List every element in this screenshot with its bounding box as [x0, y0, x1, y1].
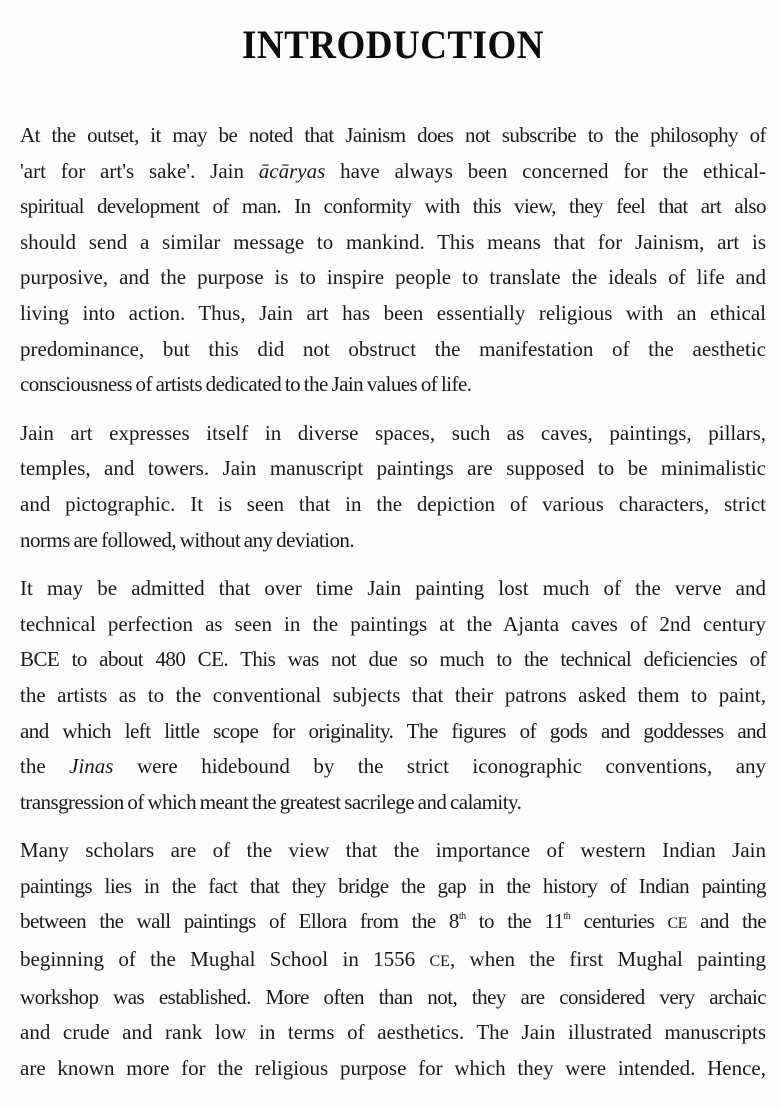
text-line: paintings lies in the fact that they bridge the gap in the history of Indian painting — [20, 873, 766, 898]
text-line: At the outset, it may be noted that Jainism does not subscribe to the philosophy of — [20, 123, 766, 147]
paragraph-4 — [20, 833, 766, 1086]
text-run: the — [20, 754, 70, 779]
italic-term: Jinas — [69, 754, 114, 779]
text-line: technical perfection as seen in the paintings at the Ajanta caves of 2nd century — [20, 611, 766, 636]
ordinal-superscript: th — [458, 911, 466, 923]
text-line: Many scholars are of the view that the importance of western Indian Jain — [20, 838, 766, 863]
text-run: between the wall paintings of Ellora from the 8 — [20, 909, 459, 934]
paragraph-2 — [20, 416, 766, 558]
text-line: should send a similar message to mankind. This means that for Jainism, art is — [20, 229, 766, 254]
text-line: predominance, but this did not obstruct the manifestation of the aesthetic — [20, 336, 766, 361]
text-line: and crude and rank low in terms of aesthetics. The Jain illustrated manuscripts — [20, 1020, 766, 1045]
text-run: centuries — [570, 909, 668, 934]
small-caps-era: CE — [429, 953, 450, 971]
small-caps-era: CE — [667, 915, 687, 933]
text-line: It may be admitted that over time Jain painting lost much of the verve and — [20, 576, 766, 601]
text-line: norms are followed, without any deviation. — [20, 527, 355, 552]
text-line — [20, 904, 766, 942]
paragraph-3 — [20, 571, 766, 820]
text-line — [20, 942, 766, 980]
text-run: to the 11 — [465, 909, 564, 934]
document-body — [20, 118, 766, 1099]
text-line — [20, 154, 766, 190]
text-run: , when the first Mughal painting — [449, 947, 767, 972]
text-line: workshop was established. More often than not, they are considered very archaic — [20, 984, 766, 1009]
text-line: are known more for the religious purpose for which they were intended. Hence, — [20, 1055, 766, 1080]
text-line: Jain art expresses itself in diverse spaces, such as caves, paintings, pillars, — [20, 420, 766, 445]
text-line: living into action. Thus, Jain art has been essentially religious with an ethical — [20, 300, 766, 325]
text-line: and which left little scope for originality. The figures of gods and goddesses and — [20, 718, 766, 743]
text-line: temples, and towers. Jain manuscript paintings are supposed to be minimalistic — [20, 456, 766, 481]
text-run: were hidebound by the strict iconographic conventions, any — [113, 754, 767, 779]
italic-term: ācāryas — [258, 158, 326, 183]
paragraph-1 — [20, 118, 766, 403]
text-line: spiritual development of man. In conformity with this view, they feel that art also — [20, 194, 766, 219]
text-line: BCE to about 480 CE. This was not due so much to the technical deficiencies of — [20, 647, 766, 672]
text-line: the artists as to the conventional subjects that their patrons asked them to paint, — [20, 682, 766, 707]
ordinal-superscript: th — [563, 911, 571, 923]
text-run: 'art for art's sake'. Jain — [20, 158, 259, 183]
text-run: beginning of the Mughal School in 1556 — [20, 947, 430, 972]
text-line: consciousness of artists dedicated to the Jain values of life. — [20, 372, 472, 397]
text-line: purposive, and the purpose is to inspire people to translate the ideals of life and — [20, 265, 766, 290]
text-line: and pictographic. It is seen that in the depiction of various characters, strict — [20, 491, 766, 516]
text-run: and the — [686, 909, 767, 934]
page-title: INTRODUCTION — [241, 23, 545, 68]
text-line: transgression of which meant the greatest sacrilege and calamity. — [20, 789, 522, 814]
text-line — [20, 749, 766, 785]
text-run: have always been concerned for the ethical- — [325, 158, 766, 183]
